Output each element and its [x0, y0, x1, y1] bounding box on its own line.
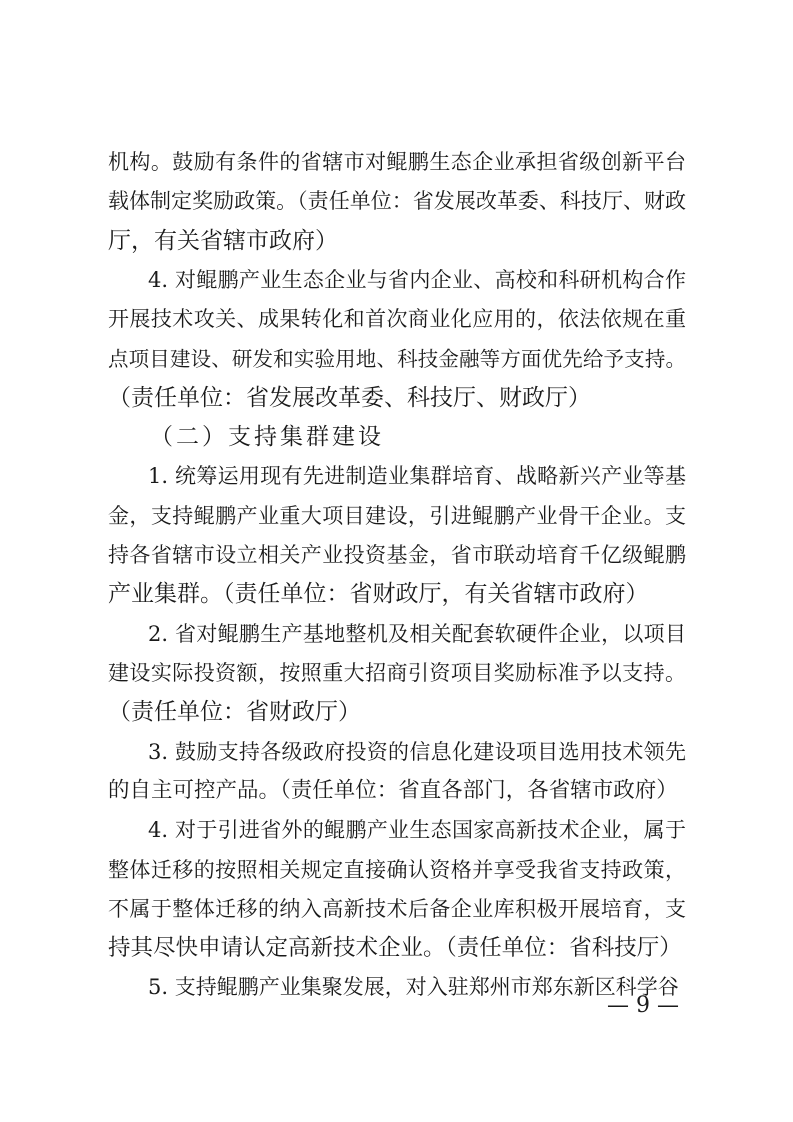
- section-heading: （二）支持集群建设: [150, 424, 384, 450]
- paragraph-line: 金，支持鲲鹏产业重大项目建设，引进鲲鹏产业骨干企业。支: [108, 504, 686, 528]
- paragraph-line: 机构。鼓励有条件的省辖市对鲲鹏生态企业承担省级创新平台: [108, 150, 686, 174]
- paragraph-line: 持各省辖市设立相关产业投资基金，省市联动培育千亿级鲲鹏: [108, 543, 686, 567]
- paragraph-line: 的自主可控产品。（责任单位：省直各部门，各省辖市政府）: [108, 778, 678, 803]
- paragraph-line: 1. 统筹运用现有先进制造业集群培育、战略新兴产业等基: [148, 464, 686, 488]
- paragraph-line: 整体迁移的按照相关规定直接确认资格并享受我省支持政策，: [108, 858, 686, 882]
- paragraph-line: 开展技术攻关、成果转化和首次商业化应用的，依法依规在重: [108, 307, 686, 331]
- paragraph-line: （责任单位：省发展改革委、科技厅、财政厅）: [108, 385, 591, 411]
- paragraph-line: 3. 鼓励支持各级政府投资的信息化建设项目选用技术领先: [148, 740, 686, 764]
- paragraph-line: 厅，有关省辖市政府）: [108, 228, 338, 254]
- paragraph-line: 4. 对鲲鹏产业生态企业与省内企业、高校和科研机构合作: [148, 268, 686, 292]
- paragraph-line: 点项目建设、研发和实验用地、科技金融等方面优先给予支持。: [108, 347, 686, 371]
- paragraph-line: 持其尽快申请认定高新技术企业。（责任单位：省科技厅）: [108, 935, 682, 961]
- paragraph-line: 4. 对于引进省外的鲲鹏产业生态国家高新技术企业，属于: [148, 818, 686, 842]
- paragraph-line: 建设实际投资额，按照重大招商引资项目奖励标准予以支持。: [108, 661, 686, 685]
- paragraph-line: 5. 支持鲲鹏产业集聚发展，对入驻郑州市郑东新区科学谷: [148, 975, 679, 999]
- page-number: — 9 —: [607, 993, 679, 1018]
- paragraph-line: 产业集群。（责任单位：省财政厅，有关省辖市政府）: [108, 581, 649, 607]
- paragraph-line: 2. 省对鲲鹏生产基地整机及相关配套软硬件企业，以项目: [148, 622, 686, 646]
- paragraph-line: 不属于整体迁移的纳入高新技术后备企业库积极开展培育，支: [108, 897, 686, 921]
- paragraph-line: 载体制定奖励政策。（责任单位：省发展改革委、科技厅、财政: [108, 189, 686, 213]
- paragraph-line: （责任单位：省财政厅）: [108, 699, 361, 725]
